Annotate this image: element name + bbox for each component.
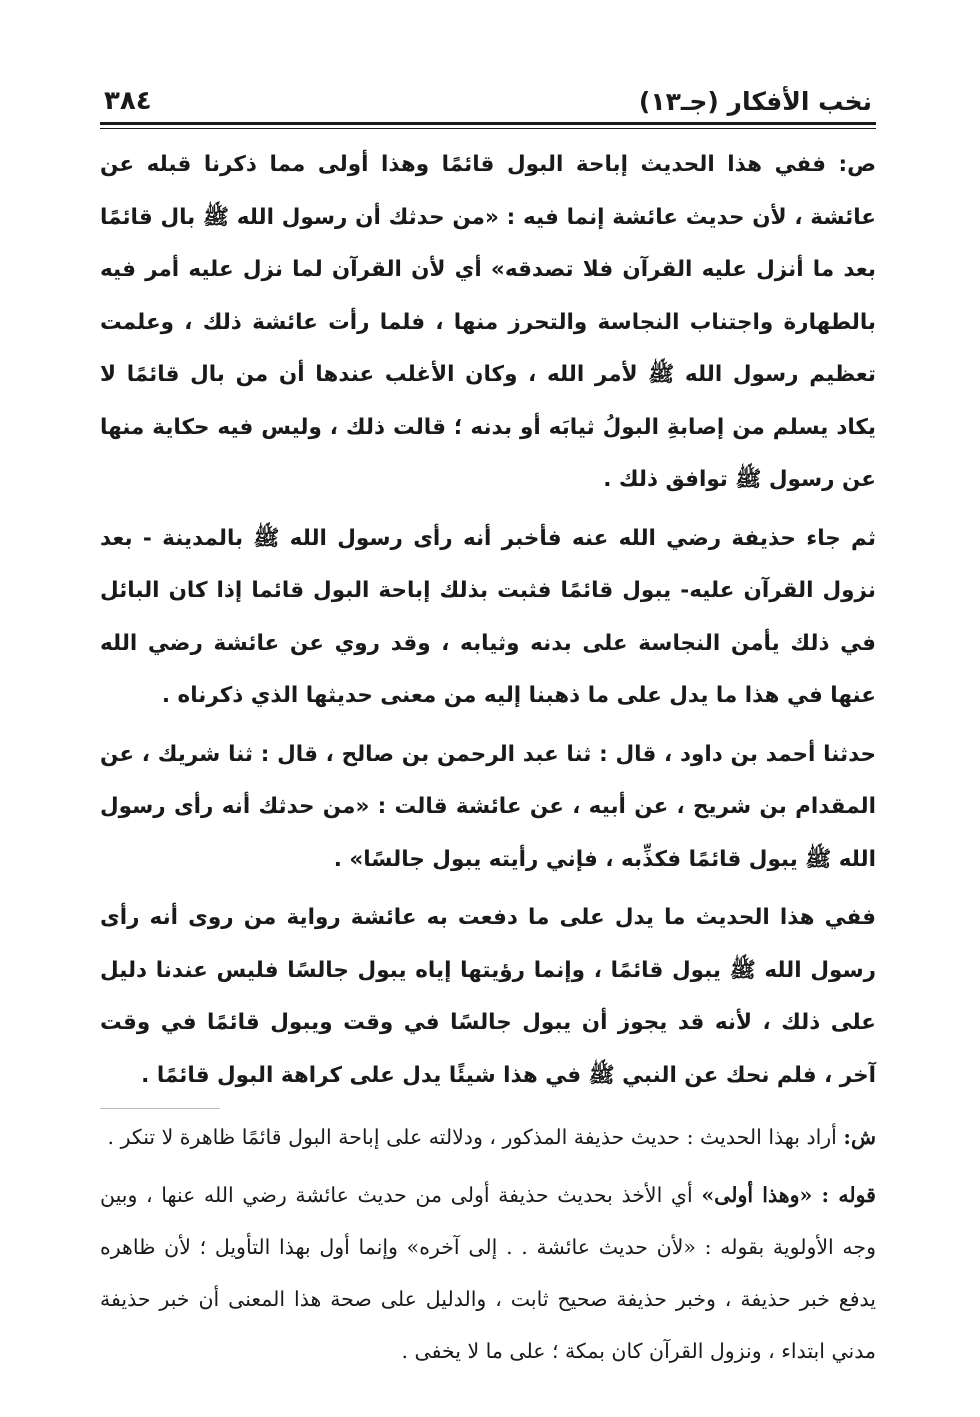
book-title: نخب الأفكار (جـ١٣) [638, 87, 872, 116]
body-text [100, 139, 876, 1377]
paragraph-text: ص: ففي هذا الحديث إباحة البول قائمًا وهذا أولى مما ذكرنا قبله عن عائشة ، لأن حديث عائشة إنما فيه : «من حدثك أن رسول الله ﷺ بال قائمًا بعد ما أنزل عليه القرآن فلا تصدقه» أي لأن القرآن لما نزل عليه أمر فيه بالطهارة واجتناب النجاسة والتحرز منها ، فلما رأت عائشة ذلك ، وعلمت تعظيم رسول الله ﷺ لأمر الله ، وكان الأغلب عندها أن من بال قائمًا لا يكاد يسلم من إصابةِ البولُ ثيابَه أو بدنه ؛ قالت ذلك ، وليس فيه حكاية منها عن رسول ﷺ توافق ذلك . [100, 152, 876, 492]
paragraph-matn-1 [100, 139, 876, 507]
section-divider [100, 1108, 220, 1109]
paragraph-matn-3 [100, 729, 876, 887]
paragraph-sharh-2 [100, 1169, 876, 1377]
paragraph-text: أي الأخذ بحديث حذيفة أولى من حديث عائشة رضي الله عنها ، وبين وجه الأولوية بقوله : «لأن حديث عائشة . . إلى آخره» وإنما أول بهذا التأويل ؛ لأن ظاهره يدفع خبر حذيفة ، وخبر حذيفة صحيح ثابت ، والدليل على صحة هذا المعنى أن خبر حذيفة مدني ابتداء ، ونزول القرآن كان بمكة ؛ على ما لا يخفى . [100, 1183, 876, 1363]
paragraph-label: قوله : «وهذا أولى» [701, 1183, 876, 1207]
paragraph-text: أراد بهذا الحديث : حديث حذيفة المذكور ، ودلالته على إباحة البول قائمًا ظاهرة لا تنكر . [107, 1125, 837, 1149]
paragraph-matn-2 [100, 513, 876, 723]
document-page [100, 70, 876, 1383]
running-header [100, 70, 876, 125]
paragraph-text: حدثنا أحمد بن داود ، قال : ثنا عبد الرحمن بن صالح ، قال : ثنا شريك ، عن المقدام بن شريح ، عن أبيه ، عن عائشة قالت : «من حدثك أنه رأى رسول الله ﷺ يبول قائمًا فكذِّبه ، فإني رأيته يبول جالسًا» . [100, 741, 876, 872]
paragraph-matn-4 [100, 892, 876, 1102]
paragraph-label: ش: [843, 1125, 876, 1149]
page-number: ٣٨٤ [104, 86, 152, 116]
paragraph-text: ثم جاء حذيفة رضي الله عنه فأخبر أنه رأى رسول الله ﷺ بالمدينة - بعد نزول القرآن عليه- يبول قائمًا فثبت بذلك إباحة البول قائما إذا كان البائل في ذلك يأمن النجاسة على بدنه وثيابه ، وقد روي عن عائشة رضي الله عنها في هذا ما يدل على ما ذهبنا إليه من معنى حديثها الذي ذكرناه . [100, 525, 876, 708]
paragraph-sharh-1 [100, 1111, 876, 1163]
paragraph-text: ففي هذا الحديث ما يدل على ما دفعت به عائشة رواية من روى أنه رأى رسول الله ﷺ يبول قائمًا ، وإنما رؤيتها إياه يبول جالسًا فليس عندنا دليل على ذلك ، لأنه قد يجوز أن يبول جالسًا في وقت ويبول قائمًا في وقت آخر ، فلم نحك عن النبي ﷺ في هذا شيئًا يدل على كراهة البول قائمًا . [100, 905, 876, 1088]
